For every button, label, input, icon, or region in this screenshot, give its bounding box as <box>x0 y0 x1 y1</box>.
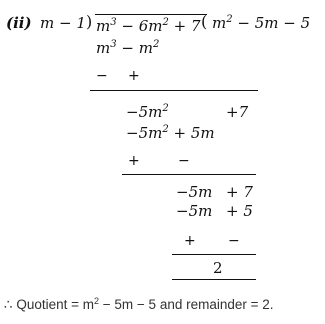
conclusion <box>4 296 274 314</box>
sign-minus-2: − <box>178 153 190 169</box>
subtrahend-3-const: + 5 <box>226 202 253 220</box>
rule-3 <box>172 254 256 255</box>
division-bracket-left: ) <box>86 12 93 31</box>
division-bracket-right: ( <box>201 12 208 31</box>
divisor: m − 1 <box>40 14 86 32</box>
subtrahend-1: $m^3 - m^2$ <box>96 39 160 57</box>
remainder-2-term-a: −5m <box>176 183 213 201</box>
conclusion-exponent: 2 <box>94 296 100 306</box>
rule-2 <box>122 174 256 175</box>
subtrahend-3-term: −5m <box>176 202 213 220</box>
remainder-2-const-a: + 7 <box>226 183 253 201</box>
sign-plus-2: + <box>128 153 140 169</box>
subtrahend-2: $-5m^2 + 5m$ <box>126 124 215 142</box>
dividend-overline <box>95 14 207 15</box>
problem-label: (ii) <box>6 14 32 32</box>
sign-minus-1: − <box>96 68 108 84</box>
dividend: $m^3 - 6m^2 + 7$ <box>96 17 201 35</box>
conclusion-rest: − 5m − 5 and remainder = 2. <box>99 297 274 312</box>
conclusion-prefix: ∴ Quotient = m <box>4 297 95 312</box>
final-remainder: 2 <box>213 259 223 277</box>
remainder-1-term: $-5m^2$ <box>126 103 169 121</box>
quotient: $m^2 - 5m - 5$ <box>212 14 311 32</box>
sign-plus-1: + <box>128 68 140 84</box>
remainder-1-const: +7 <box>226 103 249 121</box>
rule-4 <box>172 279 256 280</box>
rule-1 <box>90 90 258 91</box>
sign-plus-3: + <box>184 233 196 249</box>
sign-minus-3: − <box>228 233 240 249</box>
